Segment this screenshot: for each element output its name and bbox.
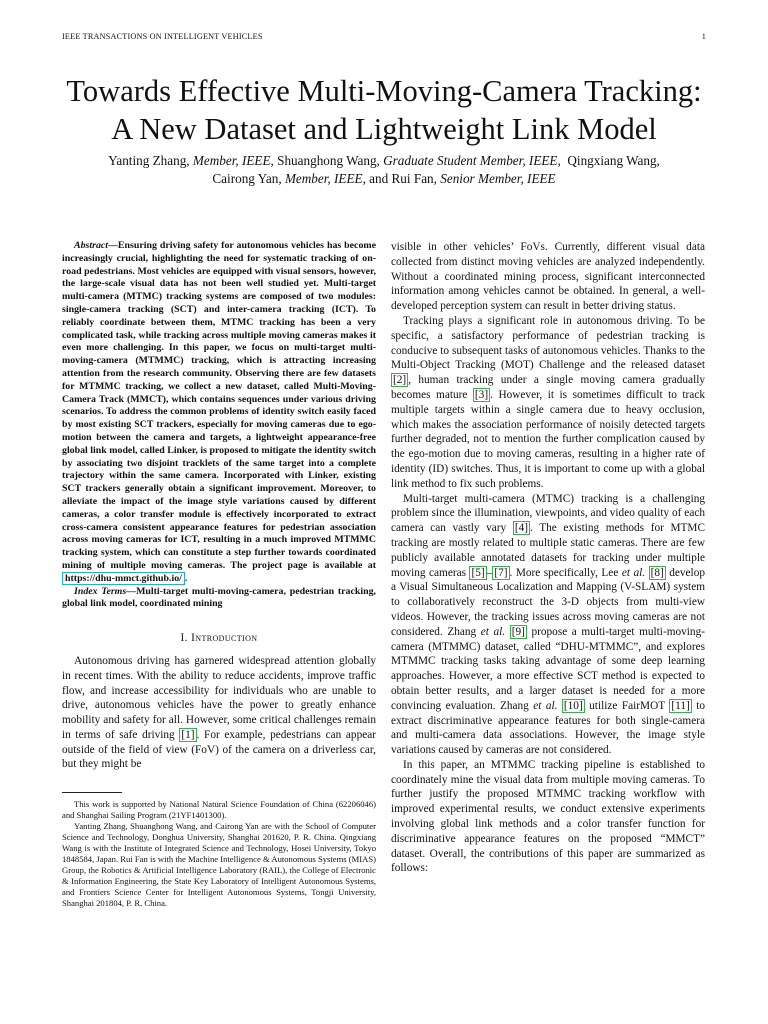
intro-paragraph xyxy=(62,654,376,772)
body-text: – xyxy=(486,566,493,579)
author-role: Senior Member, IEEE xyxy=(440,171,556,186)
author-role: Member, IEEE, xyxy=(284,171,366,186)
index-terms-lead: Index Terms xyxy=(74,585,127,597)
index-terms xyxy=(62,586,376,612)
body-text: develop a Visual Simultaneous Localization and Mapping (V-SLAM) system to collaboratively reconstruct the 3-D objects from multi-view videos. However, the tracking issues across moving cameras are not considered. Zhang xyxy=(391,566,705,638)
body-text: to extract discriminative appearance features for both single-camera and multi-camera data associations. However, the image style variations caused by cameras are not considered. xyxy=(391,699,705,757)
citation[interactable]: [8] xyxy=(650,566,664,579)
citation[interactable]: [4] xyxy=(514,522,528,535)
body-text: . More specifically, Lee xyxy=(509,566,619,579)
body-text: , human tracking under a single moving camera gradually becomes mature xyxy=(391,374,705,401)
body-text: propose a multi-target multi-moving-camera (MTMMC) dataset, called “DHU-MTMMC”, and explores MTMMC tracking tasks taking advantage of some deep learning approaches. However, a more effective SCT method is expected to obtain better results, and a larger dataset is needed for a more convincing evaluation. Zhang xyxy=(391,625,705,712)
author-name: Rui Fan, xyxy=(391,171,437,186)
section-title: Introduction xyxy=(191,632,258,645)
citation[interactable]: [3] xyxy=(474,388,489,401)
footnote-divider xyxy=(62,792,122,793)
body-paragraph xyxy=(391,492,705,758)
paper-title xyxy=(40,72,728,148)
author-name: Shuanghong Wang, xyxy=(277,153,380,168)
body-paragraph: In this paper, an MTMMC tracking pipeline is established to coordinately mine the visual data from multiple moving cameras. To further justify the proposed MTMMC tracking workflow with improved experimental results, we conduct extensive experiments involving global link methods and a color transfer function for discriminative appearance features on the proposed “MMCT” dataset. Overall, the contributions of this paper are summarized as follows: xyxy=(391,758,705,875)
body-text: utilize FairMOT xyxy=(589,699,665,712)
abstract-lead: Abstract xyxy=(74,240,109,251)
intro-text: . For example, pedestrians can appear outside of the field of view (FoV) of the camera on a driverless car, but they might be xyxy=(62,728,377,771)
citation[interactable]: [5] xyxy=(471,566,485,579)
author-role: Member, IEEE, xyxy=(192,153,274,168)
citation[interactable]: [1] xyxy=(181,728,195,741)
project-page-link[interactable]: https://dhu-mmct.github.io/ xyxy=(62,572,185,585)
citation[interactable]: [10] xyxy=(563,699,583,712)
title-line-1: Towards Effective Multi-Moving-Camera Tracking: xyxy=(66,74,702,108)
body-text: . However, it is sometimes difficult to track multiple targets within a single camera due to heavy occlusion, which makes the association performance of noisily detected targets further degraded, not to mention the further complication caused by the ego-motion due to moving cameras, resulting in a higher rate of identity (ID) switches. Thus, it is important to come up with a global link method to fix such problems. xyxy=(391,388,705,490)
citation[interactable]: [2] xyxy=(393,374,407,387)
abstract-end: . xyxy=(184,572,188,584)
citation[interactable]: [11] xyxy=(671,699,690,712)
journal-name: IEEE TRANSACTIONS ON INTELLIGENT VEHICLES xyxy=(62,32,263,41)
author-name: Cairong Yan, xyxy=(212,171,282,186)
section-number: I. xyxy=(180,632,188,645)
left-column xyxy=(62,240,376,909)
body-paragraph: visible in other vehicles’ FoVs. Currently, different visual data collected from distinct moving vehicles are analyzed independently. Without a coordinated mining process, significant interconnected information among vehicles cannot be obtained. In general, a well-developed perception system can result in better driving status. xyxy=(391,241,705,313)
page-number: 1 xyxy=(701,32,706,41)
index-terms-body: —Multi-target multi-moving-camera, pedestrian tracking, global link model, coordinated mining xyxy=(62,585,376,610)
affiliation-footnote: Yanting Zhang, Shuanghong Wang, and Cairong Yan are with the School of Computer Science and Technology, Donghua University, Shanghai 201620, P. R. China. Qingxiang Wang is with the Institute of Integrated Science and Technology, Hosei University, Tokyo 1848584, Japan. Rui Fan is with the Machine Intelligence & Autonomous Systems (MIAS) Group, the Robotics & Artificial Intelligence Laboratory (RAIL), the College of Electronic & Information Engineering, the State Key Laboratory of Intelligent Autonomous Systems, and Frontiers Science Center for Intelligent Autonomous Systems, Tongji University, Shanghai 201804, P. R. China. xyxy=(62,821,376,909)
abstract-body: —Ensuring driving safety for autonomous vehicles has become increasingly crucial, highlighting the need for systematic tracking of on-road pedestrians. Most vehicles are equipped with visual sensors, however, the large-scale visual data has not been well studied yet. Multi-target multi-camera (MTMC) tracking systems are composed of two modules: single-camera tracking (SCT) and inter-camera tracking (ICT). To reliably coordinate between them, MTMC tracking has been a very complicated task, while tracking across multiple moving cameras makes it even more challenging. In this paper, we focus on multi-target multi-moving-camera (MTMMC) tracking, which is attracting increasing attention from the research community. Observing there are few datasets for MTMMC tracking, we collect a new dataset, called Multi-Moving-Camera Track (MMCT), which contains sequences under various driving scenarios. To address the common problems of identity switch easily faced by most existing SCT trackers, especially for moving cameras due to ego-motion between the camera and targets, a lightweight appearance-free global link model, called Linker, is proposed to mitigate the identity switch by associating two disjoint tracklets of the same target into a complete trajectory within the same camera. Incorporated with Linker, existing SCT trackers generally obtain a significant improvement. Moreover, to alleviate the impact of the image style variations caused by different cameras, a color transfer module is effectively incorporated to extract cross-camera consistent appearance features for pedestrian association across moving cameras for ICT, resulting in a much improved MTMMC tracking system, which can constitute a step further towards coordinated mining of multiple moving cameras. The project page is available at xyxy=(62,240,376,571)
running-head xyxy=(62,32,706,41)
author-conjunction: and xyxy=(369,171,389,186)
citation[interactable]: [7] xyxy=(494,566,508,579)
author-name: Yanting Zhang, xyxy=(108,153,190,168)
abstract xyxy=(62,240,376,586)
body-text: . The existing methods for MTMC tracking are mostly related to multiple static cameras. There are few publicly available annotated datasets for tracking under multiple moving cameras xyxy=(391,522,706,579)
body-paragraph xyxy=(391,314,705,492)
author-list xyxy=(60,152,708,188)
author-role: Graduate Student Member, IEEE, xyxy=(383,153,561,168)
author-name: Qingxiang Wang, xyxy=(567,153,660,168)
right-column xyxy=(391,240,705,876)
citation[interactable]: [9] xyxy=(511,625,525,638)
title-line-2: A New Dataset and Lightweight Link Model xyxy=(111,112,657,146)
intro-text: Autonomous driving has garnered widespread attention globally in recent times. With the ability to reduce accidents, improve traffic flow, and increase accessibility for individuals who are unable to drive, autonomous vehicles have the power to greatly enhance mobility and safety for all. However, some critical challenges remain in terms of safe driving xyxy=(62,654,376,741)
et-al: et al. xyxy=(533,699,558,712)
body-text: Multi-target multi-camera (MTMC) tracking is a challenging problem since the illumination, viewpoints, and video quality of each camera can vastly vary xyxy=(391,492,705,535)
funding-footnote: This work is supported by National Natural Science Foundation of China (62206046) and Shanghai Sailing Program (21YF1401300). xyxy=(62,799,376,821)
et-al: et al. xyxy=(621,566,646,579)
et-al: et al. xyxy=(480,625,506,638)
section-heading xyxy=(62,631,376,646)
body-text: Tracking plays a significant role in autonomous driving. To be specific, a satisfactory performance of pedestrian tracking is conducive to subsequent tasks of autonomous vehicles. Thanks to the Multi-Object Tracking (MOT) Challenge and the released dataset xyxy=(391,314,705,372)
